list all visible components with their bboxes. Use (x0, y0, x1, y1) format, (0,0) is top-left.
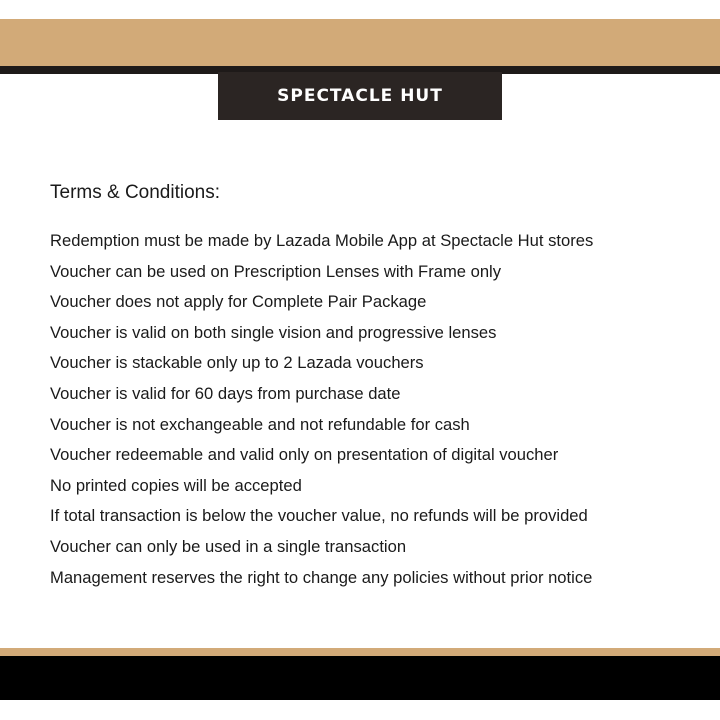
bottom-accent-band (0, 648, 720, 656)
terms-item: Voucher is valid for 60 days from purchase date (50, 383, 401, 403)
terms-item: Voucher redeemable and valid only on presentation of digital voucher (50, 445, 559, 465)
terms-item: No printed copies will be accepted (50, 475, 302, 495)
terms-item: Management reserves the right to change any policies without prior notice (50, 567, 593, 587)
terms-item: Voucher can only be used in a single transaction (50, 536, 407, 556)
terms-heading: Terms & Conditions: (50, 182, 221, 203)
terms-item: Voucher does not apply for Complete Pair Package (50, 292, 427, 312)
brand-title: SPECTACLE HUT (277, 86, 443, 106)
brand-banner (218, 72, 502, 120)
terms-item: Voucher can be used on Prescription Lenses with Frame only (50, 261, 502, 281)
top-accent-band (0, 19, 720, 66)
terms-list (50, 226, 593, 593)
bottom-footer-block (0, 656, 720, 700)
terms-item: Voucher is not exchangeable and not refundable for cash (50, 414, 470, 434)
terms-item: Voucher is stackable only up to 2 Lazada vouchers (50, 353, 424, 373)
terms-item: Redemption must be made by Lazada Mobile App at Spectacle Hut stores (50, 231, 594, 250)
terms-item: Voucher is valid on both single vision and progressive lenses (50, 322, 497, 342)
terms-item: If total transaction is below the voucher value, no refunds will be provided (50, 506, 588, 526)
